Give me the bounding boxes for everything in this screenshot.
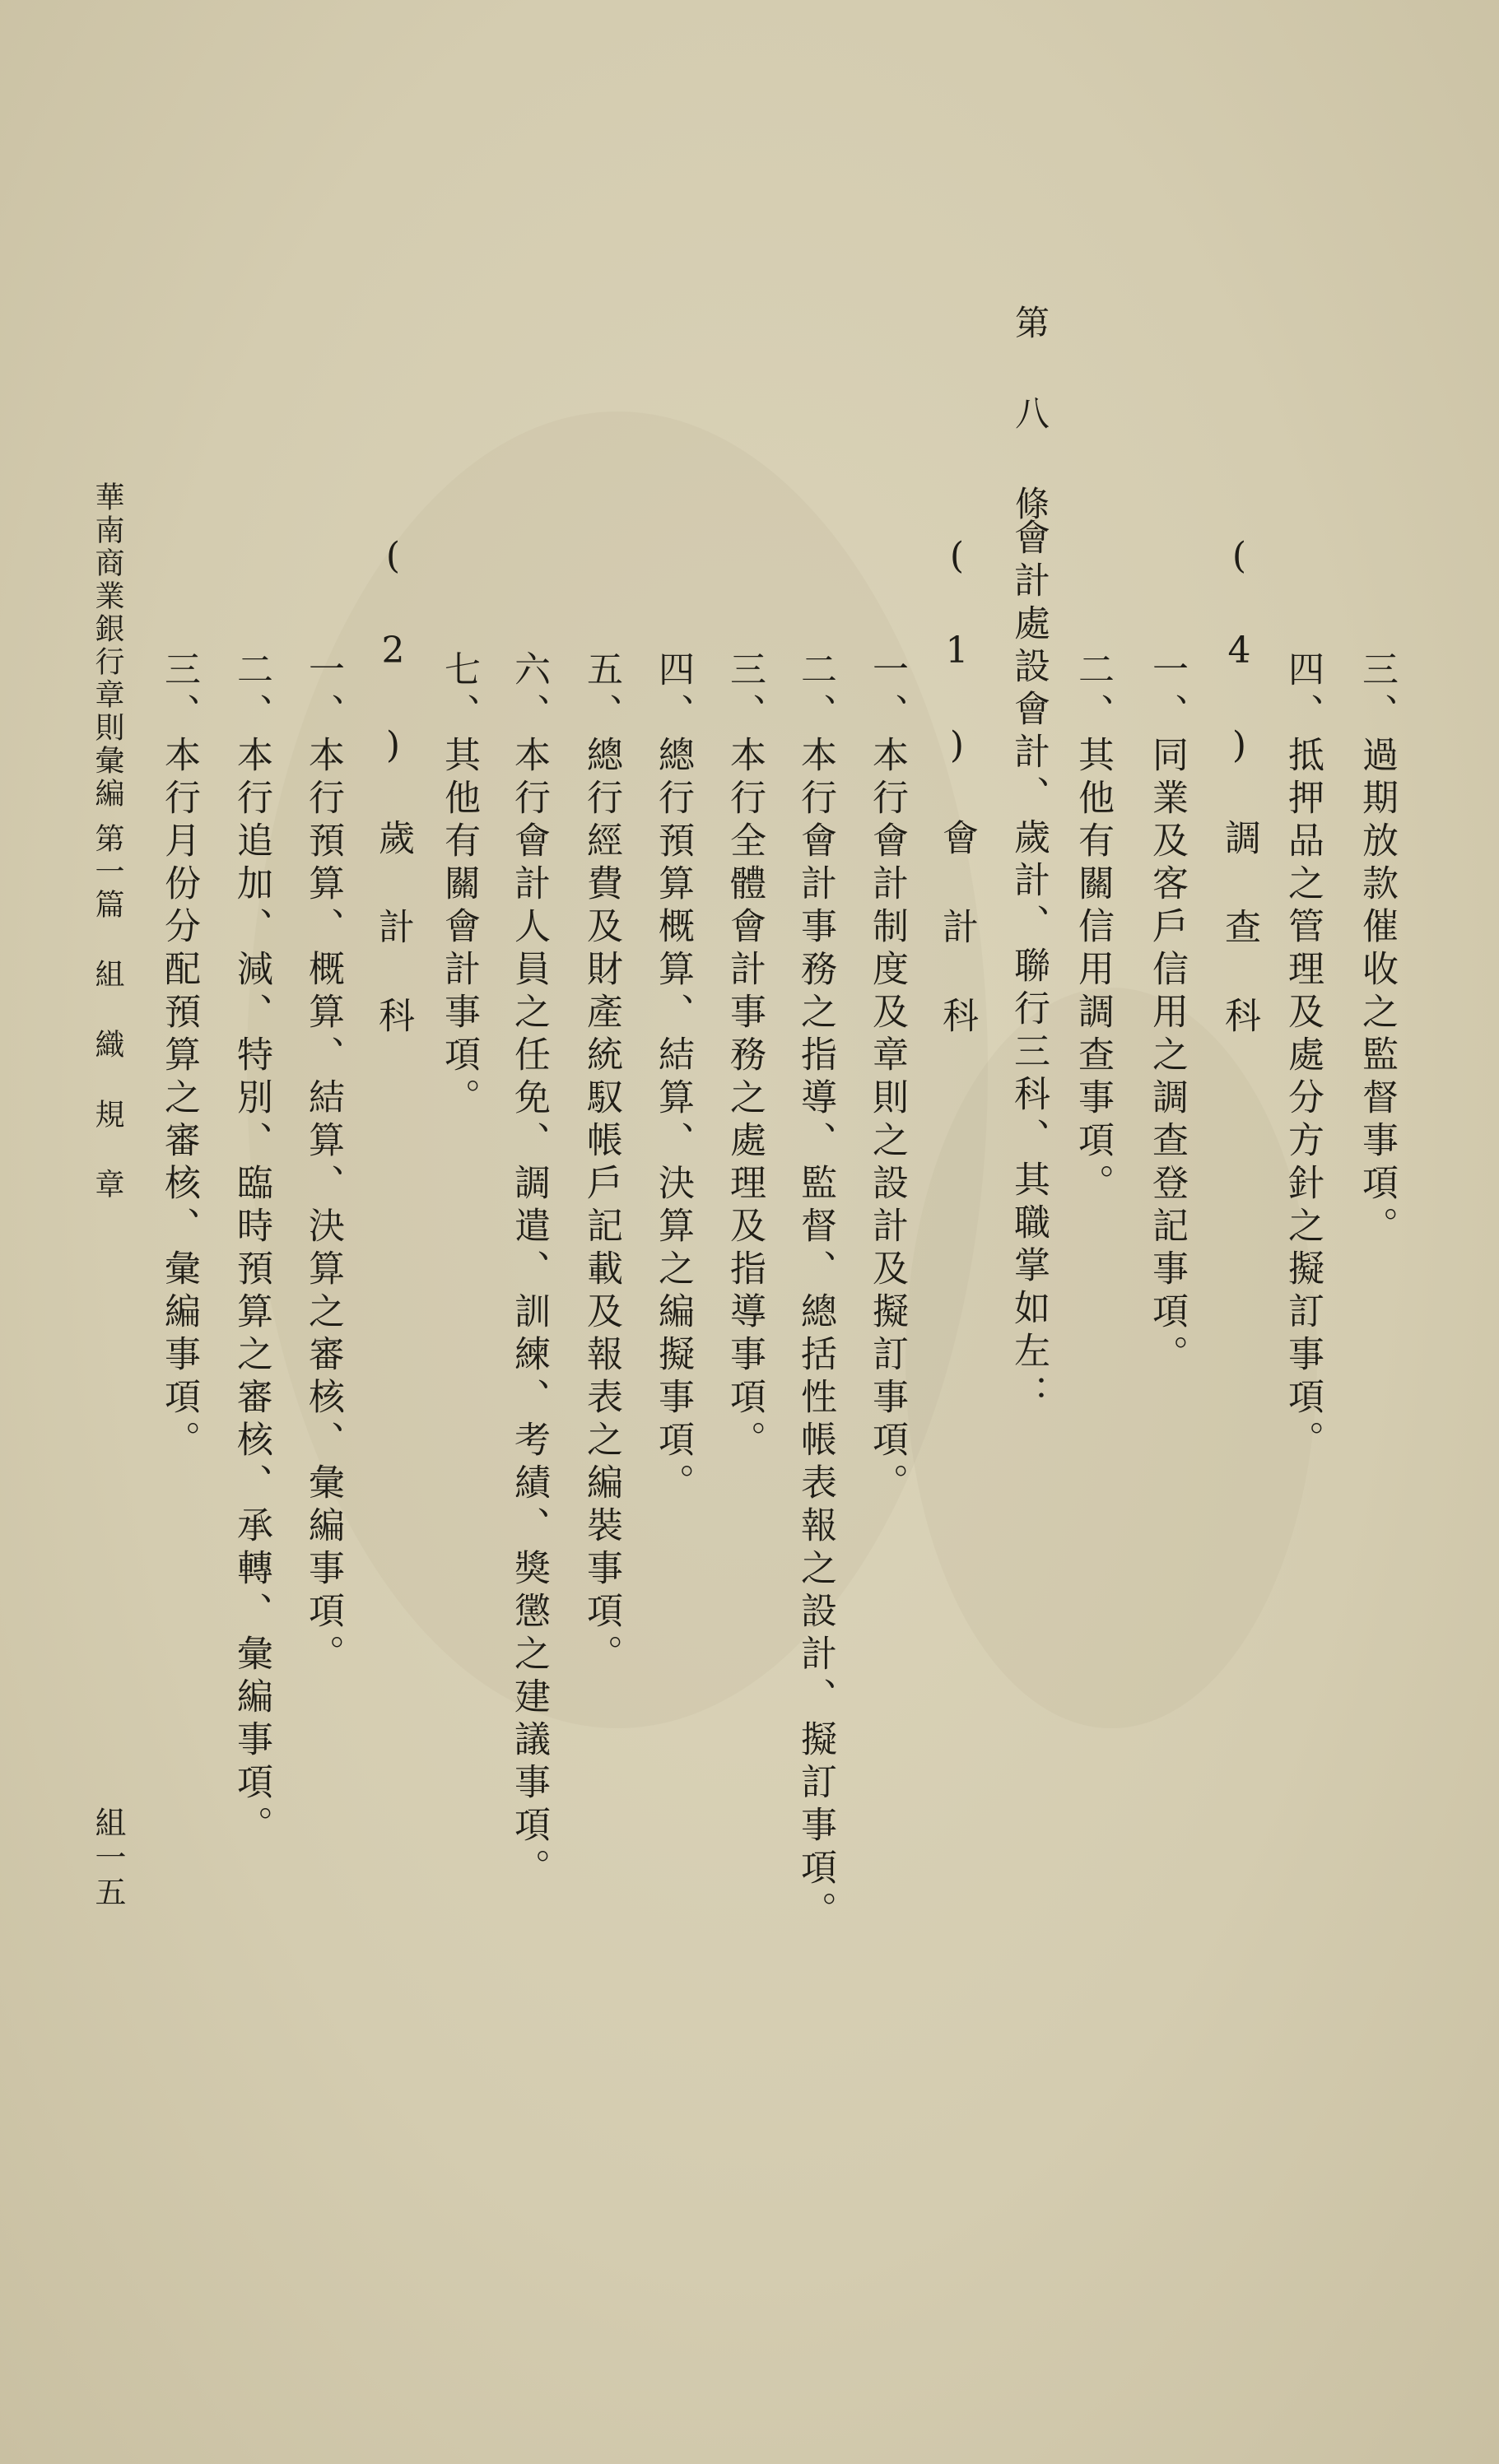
item-other-credit-matters: 二、其他有關信用調查事項。 bbox=[1072, 650, 1114, 1206]
item-credit-investigation: 一、同業及客戶信用之調查登記事項。 bbox=[1146, 650, 1188, 1378]
item-expense-property-accounts: 五、總行經費及財產統馭帳戶記載及報表之編裝事項。 bbox=[580, 650, 622, 1677]
section-heading-accounting: (1)會計科 bbox=[936, 535, 978, 1086]
item-supplementary-budget: 二、本行追加、減、特別、臨時預算之審核、承轉、彙編事項。 bbox=[230, 650, 272, 1848]
section-heading-budget: (2)歲計科 bbox=[372, 535, 414, 1086]
item-monthly-budget: 三、本行月份分配預算之審核、彙編事項。 bbox=[158, 650, 200, 1463]
item-overdue-loan-collection: 三、過期放款催收之監督事項。 bbox=[1356, 650, 1398, 1249]
article-heading: 第八條 bbox=[1010, 305, 1050, 576]
page-number: 組一五 bbox=[90, 1806, 126, 1910]
item-accounting-personnel: 六、本行會計人員之任免、調遣、訓練、考績、獎懲之建議事項。 bbox=[508, 650, 550, 1891]
item-accounting-processing: 三、本行全體會計事務之處理及指導事項。 bbox=[724, 650, 766, 1463]
section-heading-investigation: (4)調查科 bbox=[1218, 535, 1260, 1086]
item-accounting-system: 一、本行會計制度及章則之設計及擬訂事項。 bbox=[866, 650, 908, 1506]
item-collateral-management: 四、抵押品之管理及處分方針之擬訂事項。 bbox=[1282, 650, 1324, 1463]
item-other-accounting: 七、其他有關會計事項。 bbox=[438, 650, 480, 1121]
article-text: 會計處設會計、歲計、聯行三科、其職掌如左： bbox=[1008, 518, 1050, 1417]
chapter-title: 第一篇 組 織 規 章 bbox=[91, 823, 124, 1202]
item-budget-review: 一、本行預算、概算、結算、決算之審核、彙編事項。 bbox=[302, 650, 344, 1677]
item-budget-preparation: 四、總行預算概算、結算、決算之編擬事項。 bbox=[652, 650, 694, 1506]
book-title: 華南商業銀行章則彙編 bbox=[91, 481, 124, 811]
item-accounting-guidance: 二、本行會計事務之指導、監督、總括性帳表報之設計、擬訂事項。 bbox=[794, 650, 836, 1934]
